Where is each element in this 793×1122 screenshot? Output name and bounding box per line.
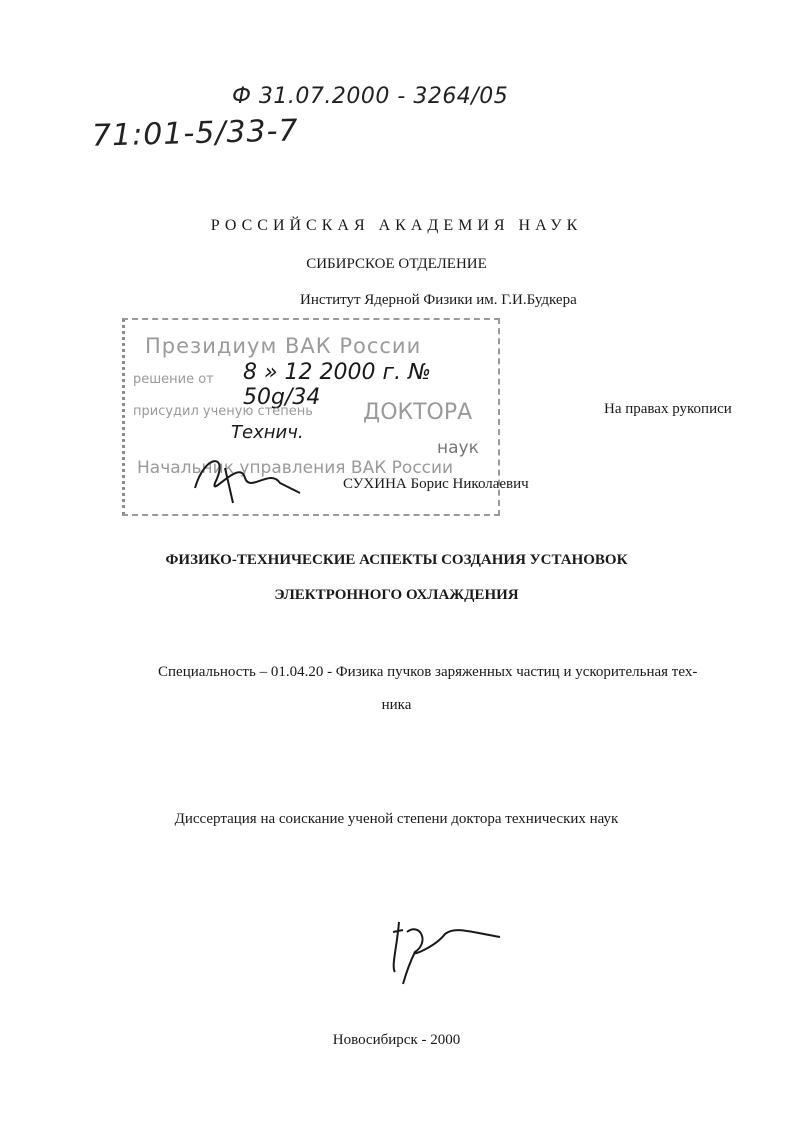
stamp-line-awarded: присудил ученую степень bbox=[133, 404, 313, 419]
stamp-line-decision: решение от bbox=[133, 372, 214, 387]
registration-note: Ф 31.07.2000 - 3264/05 bbox=[232, 84, 509, 109]
stamp-date: 8 » 12 2000 г. № 50g/34 bbox=[243, 360, 431, 410]
thesis-title-line2: ЭЛЕКТРОННОГО ОХЛАЖДЕНИЯ bbox=[274, 587, 519, 603]
stamp-degree: ДОКТОРА bbox=[363, 400, 473, 425]
stamp-field: Технич. bbox=[231, 422, 304, 443]
stamp-sciences: наук bbox=[437, 438, 479, 458]
author-signature-icon bbox=[375, 902, 515, 992]
catalog-number: 71:01-5/33-7 bbox=[91, 113, 299, 154]
branch-name: СИБИРСКОЕ ОТДЕЛЕНИЕ bbox=[306, 256, 487, 272]
specialty-line1: Специальность – 01.04.20 - Физика пучков заряженных частиц и ускорительная тех- bbox=[158, 664, 698, 680]
dissertation-statement: Диссертация на соискание ученой степени доктора технических наук bbox=[174, 811, 619, 827]
stamp-line-head: Начальник управления ВАК России bbox=[137, 458, 454, 478]
institute-name: Институт Ядерной Физики им. Г.И.Будкера bbox=[300, 292, 577, 308]
stamp-line-presidium: Президиум ВАК России bbox=[145, 334, 422, 358]
stamp-signature-icon bbox=[185, 448, 305, 508]
author-name: СУХИНА Борис Николаевич bbox=[343, 476, 529, 492]
specialty-line2: ника bbox=[381, 697, 412, 713]
academy-name: РОССИЙСКАЯ АКАДЕМИЯ НАУК bbox=[210, 217, 583, 234]
city-year: Новосибирск - 2000 bbox=[332, 1032, 461, 1048]
manuscript-rights: На правах рукописи bbox=[604, 401, 732, 417]
thesis-title-line1: ФИЗИКО-ТЕХНИЧЕСКИЕ АСПЕКТЫ СОЗДАНИЯ УСТАНОВОК bbox=[165, 552, 628, 568]
